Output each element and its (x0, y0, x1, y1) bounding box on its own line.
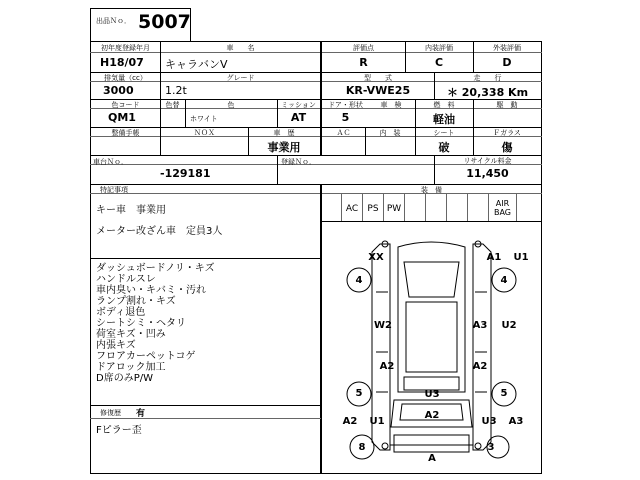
hdr-notes: 特記事項 (100, 186, 128, 194)
damage-mark: W2 (374, 320, 392, 331)
hdr-model-type: 型 式 (364, 74, 392, 82)
damage-mark: XX (368, 252, 384, 263)
equip-ac: AC (345, 204, 359, 214)
hdr-transmission: ミッション (281, 101, 316, 109)
damage-mark: 8 (358, 442, 366, 453)
hdr-repair: 修復歴 (100, 409, 121, 417)
damage-mark: 3 (487, 442, 495, 453)
note-item: ダッシュボードノリ・キズ (96, 263, 215, 274)
damage-mark: U2 (501, 320, 517, 331)
eq-v7 (467, 193, 468, 221)
chassis-no: -129181 (160, 167, 211, 180)
hdr-drive: 駆 動 (496, 101, 518, 109)
hdr-ac: ＡＣ (336, 129, 351, 137)
hdr-fuel: 燃 料 (433, 101, 455, 109)
lot-box-top (90, 8, 190, 9)
damage-mark: 4 (355, 275, 363, 286)
recycle: 11,450 (466, 167, 509, 180)
v-r4-a (160, 127, 161, 155)
glass: 傷 (501, 141, 513, 154)
hdr-color-code: 色コード (111, 101, 140, 109)
note-item: ハンドルスレ (96, 274, 156, 285)
displacement: 3000 (103, 84, 134, 97)
interior-grade: C (434, 56, 444, 69)
equip-airbag: AIR BAG (493, 199, 512, 217)
note-item: ランプ割れ・キズ (96, 296, 176, 307)
hdr-displacement: 排気量（cc） (104, 74, 147, 82)
hdr-maintenance: 整備手帳 (111, 129, 140, 137)
damage-mark: A2 (342, 416, 358, 427)
damage-mark: U1 (513, 252, 529, 263)
v-r4-c (320, 127, 322, 155)
hdr-equipment: 装 備 (421, 186, 442, 194)
frame-top (90, 41, 542, 42)
equip-ps: PS (367, 204, 379, 214)
damage-mark: U3 (481, 416, 497, 427)
v-r2-b (320, 72, 322, 99)
hdr-exterior-grade: 外装評価 (493, 44, 521, 52)
hdr-mileage: 走 行 (473, 74, 502, 82)
repair-value: 有 (136, 409, 146, 419)
note-item: 内張キズ (96, 340, 136, 351)
note-item: ボディ退色 (96, 307, 146, 318)
model-name: キャラバンV (165, 58, 228, 71)
lot-label: 出品Ｎｏ． (96, 17, 131, 25)
score: R (359, 56, 368, 69)
v-r3-d (320, 99, 322, 127)
seat: 破 (438, 141, 450, 154)
frame-bottom (90, 473, 542, 474)
transmission: AT (290, 111, 307, 124)
damage-mark: A1 (486, 252, 502, 263)
damage-mark: U3 (424, 389, 440, 400)
hdr-glass: Ｆガラス (493, 129, 521, 137)
color-code: QM1 (108, 111, 136, 124)
mileage: ＊ 20,338 Km (446, 86, 529, 99)
damage-mark: A2 (472, 361, 488, 372)
note-item: シートシミ・ヘタリ (96, 318, 186, 329)
hdr-interior-grade: 内装評価 (425, 44, 453, 52)
note-top-1: キー車 事業用 (96, 205, 166, 216)
fuel: 軽油 (433, 113, 455, 126)
hdr-doors: ドア・形状 (328, 101, 363, 109)
note-item: ドアロック加工 (96, 362, 166, 373)
hdr-nox: ＮＯＸ (194, 129, 215, 137)
grade: 1.2t (165, 84, 187, 97)
damage-mark: A3 (508, 416, 524, 427)
hdr-model-name: 車 名 (226, 44, 255, 52)
hdr-reg-year: 初年度登録年月 (101, 44, 150, 52)
doors: 5 (341, 111, 350, 124)
model-type: KR-VWE25 (345, 84, 411, 97)
v-r5-a (277, 155, 278, 184)
repair-sub (90, 418, 321, 419)
hdr-seat: シート (433, 129, 455, 137)
frame-right (541, 41, 542, 474)
hdr-interior: 内 装 (379, 129, 401, 137)
hdr-recycle: リサイクル料金 (463, 157, 512, 165)
eq-v9 (516, 193, 517, 221)
history: 事業用 (267, 141, 301, 154)
hdr-color-type: 色替 (165, 101, 180, 109)
hdr-inspection: 車 検 (380, 101, 402, 109)
damage-mark: A (428, 453, 436, 464)
v-r2-a (160, 72, 161, 99)
eq-v5 (425, 193, 426, 221)
repair-divider (90, 405, 321, 406)
hdr-score: 評価点 (353, 44, 374, 52)
repair-note: Fピラー歪 (96, 425, 142, 436)
color: ホワイト (190, 115, 218, 123)
equip-pw: PW (386, 204, 402, 214)
lot-box-left (90, 8, 91, 41)
hdr-history: 車 歴 (273, 129, 295, 137)
v-r1-a (160, 41, 161, 72)
reg-year: H18/07 (100, 56, 144, 69)
lot-number: 5007 (138, 11, 191, 33)
exterior-grade: D (502, 56, 512, 69)
note-item: 車内臭い・キバミ・汚れ (96, 285, 206, 296)
hdr-grade: グレード (226, 74, 255, 82)
damage-mark: U1 (369, 416, 385, 427)
hdr-reg-no: 登録Ｎｏ． (281, 158, 316, 166)
note-item: D席のみP/W (96, 373, 153, 384)
damage-mark: 5 (500, 388, 508, 399)
vehicle-damage-diagram (322, 222, 541, 473)
hdr-chassis-no: 車台Ｎｏ． (93, 158, 128, 166)
damage-mark: 5 (355, 388, 363, 399)
damage-mark: A2 (379, 361, 395, 372)
damage-mark: 4 (500, 275, 508, 286)
hdr-color: 色 (227, 101, 235, 109)
note-item: 荷室キズ・凹み (96, 329, 166, 340)
note-top-2: メーター改ざん車 定員3人 (96, 226, 223, 237)
eq-v4 (404, 193, 405, 221)
v-r1-b (320, 41, 322, 72)
damage-mark: A2 (424, 410, 440, 421)
damage-mark: A3 (472, 320, 488, 331)
eq-v6 (446, 193, 447, 221)
note-item: フロアカーペットコゲ (96, 351, 196, 362)
